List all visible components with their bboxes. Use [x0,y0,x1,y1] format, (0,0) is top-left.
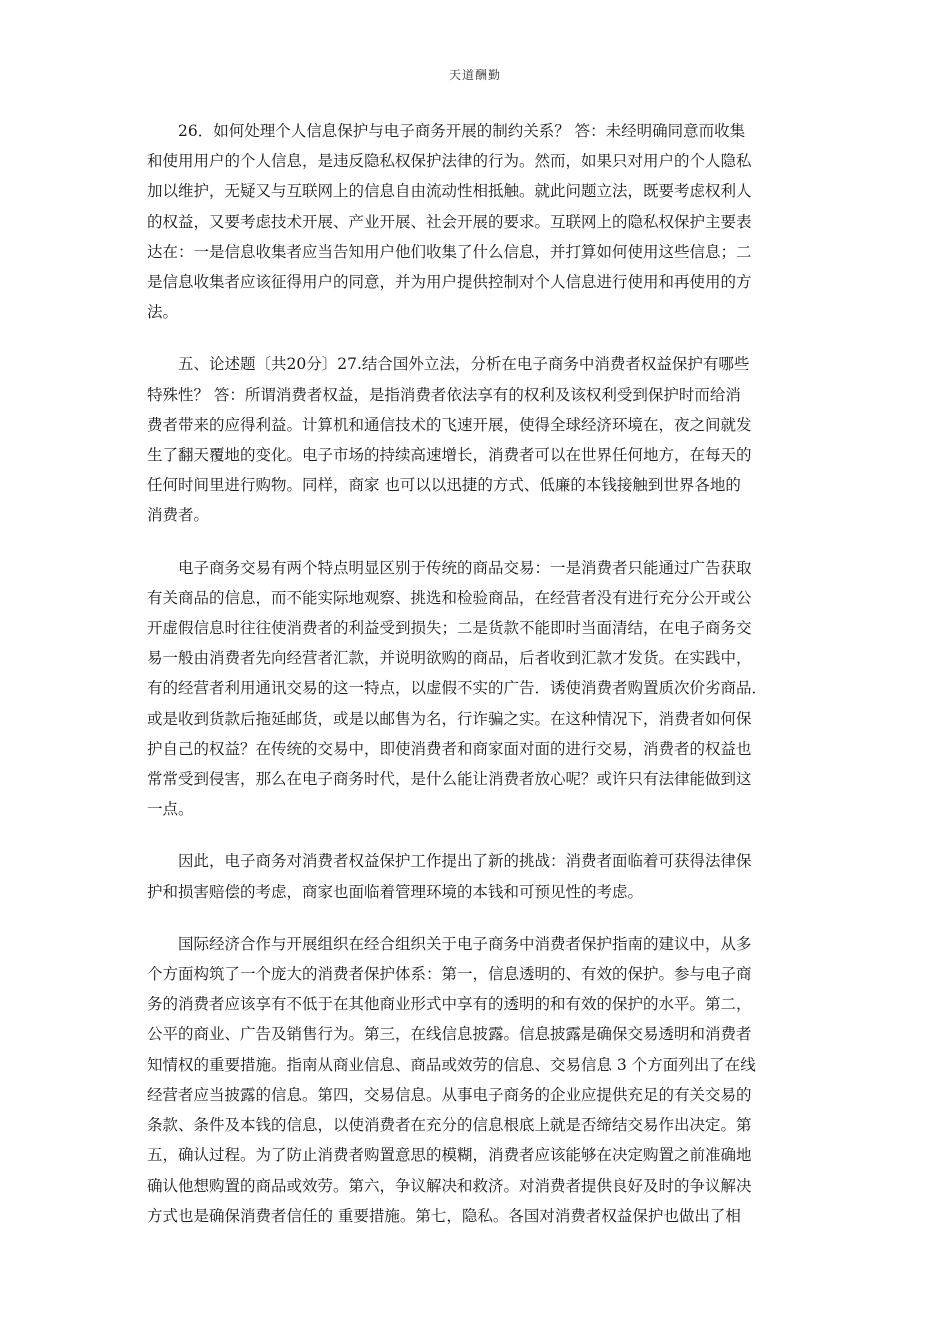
text-line: 知情权的重要措施。指南从商业信息、商品或效劳的信息、交易信息 3 个方面列出了在线 [147,1055,756,1074]
text-line: 有关商品的信息，而不能实际地观察、挑选和检验商品，在经营者没有进行充分公开或公 [147,588,752,607]
paragraph-challenges [147,846,805,906]
text-line: 任何时间里进行购物。同样，商家 也可以以迅捷的方式、低廉的本钱接触到世界各地的 [147,476,741,495]
paragraph-oecd-guidelines [147,929,805,1231]
page-header-title: 天道酬勤 [448,68,501,82]
text-line: 的权益，又要考虑技术开展、产业开展、社会开展的要求。互联网上的隐私权保护主要表 [147,212,752,231]
text-line: 五，确认过程。为了防止消费者购置意思的模糊，消费者应该能够在决定购置之前准确地 [147,1146,752,1165]
text-line: 条款、条件及本钱的信息，以使消费者在充分的信息根底上就是否缔结交易作出决定。第 [147,1116,752,1135]
text-line: 务的消费者应该享有不低于在其他商业形式中享有的透明的和有效的保护的水平。第二， [147,995,752,1014]
text-line: 费者带来的应得利益。计算机和通信技术的飞速开展，使得全球经济环境在，夜之间就发 [147,415,752,434]
document-body [147,116,805,1253]
text-line: 一点。 [147,800,194,819]
text-line: 法。 [147,303,179,322]
text-line: 因此，电子商务对消费者权益保护工作提出了新的挑战：消费者面临着可获得法律保 [178,852,752,871]
text-line: 经营者应当披露的信息。第四，交易信息。从事电子商务的企业应提供充足的有关交易的 [147,1085,752,1104]
paragraph-essay-q27 [147,349,805,530]
text-line: 有的经营者利用通讯交易的这一特点，以虚假不实的广告．诱使消费者购置质次价劣商品． [147,679,768,698]
text-line: 护自己的权益？在传统的交易中，即使消费者和商家面对面的进行交易，消费者的权益也 [147,739,752,758]
text-line: 和使用用户的个人信息，是违反隐私权保护法律的行为。然而，如果只对用户的个人隐私 [147,152,752,171]
text-line: 五、论述题〔共20分〕27.结合国外立法，分析在电子商务中消费者权益保护有哪些 [178,355,750,374]
text-line: 或是收到货款后拖延邮货，或是以邮售为名，行诈骗之实。在这种情况下，消费者如何保 [147,709,752,728]
text-line: 护和损害赔偿的考虑，商家也面临着管理环境的本钱和可预见性的考虑。 [147,882,644,901]
text-line: 生了翻天覆地的变化。电子市场的持续高速增长，消费者可以在世界任何地方，在每天的 [147,446,752,465]
text-line: 确认他想购置的商品或效劳。第六，争议解决和救济。对消费者提供良好及时的争议解决 [147,1176,752,1195]
paragraph-ecommerce-features [147,553,805,825]
text-line: 26．如何处理个人信息保护与电子商务开展的制约关系？ 答：未经明确同意而收集 [178,122,746,140]
text-line: 易一般由消费者先向经营者汇款，并说明欲购的商品，后者收到汇款才发货。在实践中， [147,649,752,668]
text-line: 常常受到侵害，那么在电子商务时代，是什么能让消费者放心呢？或许只有法律能做到这 [147,770,752,789]
paragraph-q26 [147,116,805,327]
text-line: 特殊性？ 答：所谓消费者权益，是指消费者依法享有的权利及该权利受到保护时而给消 [147,385,741,404]
text-line: 国际经济合作与开展组织在经合组织关于电子商务中消费者保护指南的建议中，从多 [178,934,752,953]
text-line: 达在：一是信息收集者应当告知用户他们收集了什么信息，并打算如何使用这些信息；二 [147,242,752,261]
text-line: 公平的商业、广告及销售行为。第三，在线信息披露。信息披露是确保交易透明和消费者 [147,1025,752,1044]
text-line: 开虚假信息时往往使消费者的利益受到损失；二是货款不能即时当面清结，在电子商务交 [147,619,752,638]
text-line: 消费者。 [147,506,210,525]
text-line: 个方面构筑了一个庞大的消费者保护体系：第一，信息透明的、有效的保护。参与电子商 [147,965,752,984]
text-line: 电子商务交易有两个特点明显区别于传统的商品交易：一是消费者只能通过广告获取 [178,558,752,577]
text-line: 是信息收集者应该征得用户的同意，并为用户提供控制对个人信息进行使用和再使用的方 [147,273,752,292]
text-line: 加以维护，无疑又与互联网上的信息自由流动性相抵触。就此问题立法，既要考虑权利人 [147,182,752,201]
text-line: 方式也是确保消费者信任的 重要措施。第七，隐私。各国对消费者权益保护也做出了相 [147,1206,741,1225]
